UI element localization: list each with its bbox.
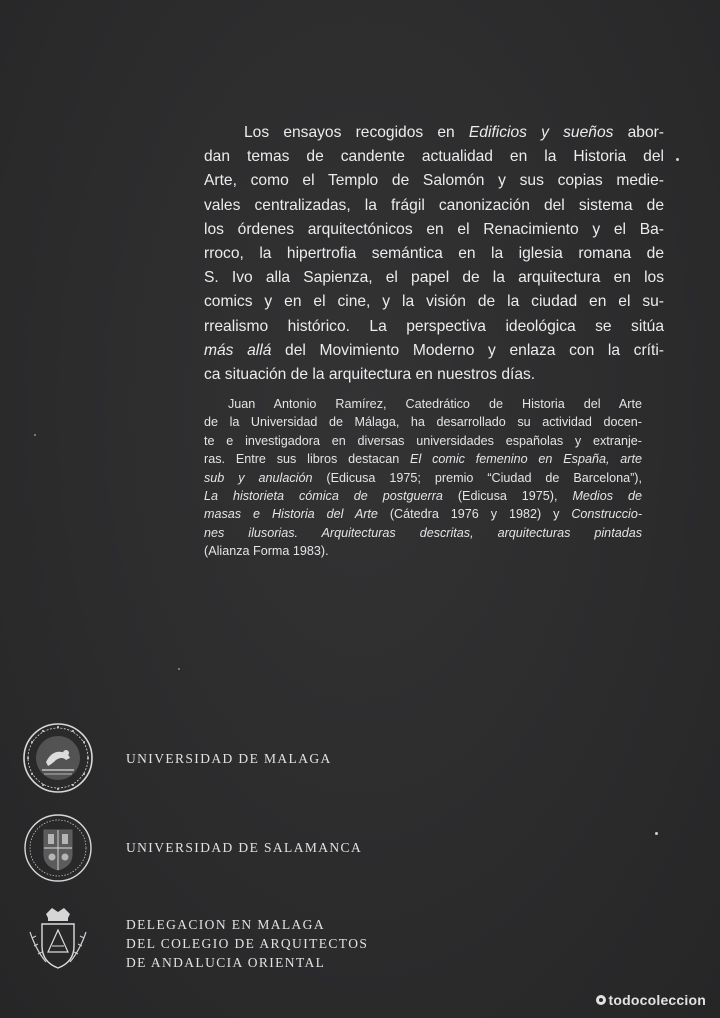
blurb-line	[204, 266, 664, 290]
institution-university-salamanca	[126, 838, 362, 857]
dust-speck	[34, 434, 36, 436]
bio-line	[204, 524, 642, 542]
author-bio	[204, 395, 642, 561]
institution-line: DE ANDALUCIA ORIENTAL	[126, 955, 326, 970]
watermark-text: todocoleccion	[608, 992, 706, 1008]
bio-line	[204, 450, 642, 468]
todocoleccion-logo-icon	[596, 995, 606, 1005]
italic-title: nes ilusorias. Arquitecturas descritas, arquitecturas pintadas	[204, 525, 642, 540]
institution-line: DELEGACION EN MALAGA	[126, 917, 325, 932]
blurb-line	[204, 194, 664, 218]
institution-line: DEL COLEGIO DE ARQUITECTOS	[126, 936, 369, 951]
text-run: rrealismo histórico. La perspectiva ideológica se sitúa	[204, 317, 664, 335]
institution-colegio-arquitectos	[126, 915, 368, 972]
italic-title: sub y anulación	[204, 470, 313, 485]
text-run: ras. Entre sus libros destacan	[204, 452, 411, 467]
blurb-line	[204, 218, 664, 242]
blurb-line	[204, 290, 664, 314]
text-run: Los ensayos recogidos en	[244, 124, 469, 141]
university-of-malaga-seal	[22, 722, 94, 794]
text-run: los órdenes arquitectónicos en el Renacimiento y el Ba-	[204, 220, 664, 238]
italic-title: Medios de	[572, 489, 642, 504]
text-run: comics y en el cine, y la visión de la ciudad en el su-	[204, 293, 664, 311]
italic-title: El comic femenino en España, arte	[410, 452, 642, 467]
institution-name: UNIVERSIDAD DE SALAMANCA	[126, 840, 363, 855]
text-run: S. Ivo alla Sapienza, el papel de la arquitectura en los	[204, 269, 664, 287]
blurb-line	[204, 339, 664, 363]
institution-name: UNIVERSIDAD DE MALAGA	[126, 751, 332, 766]
bio-line	[204, 395, 642, 413]
blurb-line	[204, 145, 664, 169]
text-run: ca situación de la arquitectura en nuestros días.	[204, 366, 536, 384]
book-blurb	[204, 121, 664, 387]
text-run: vales centralizadas, la frágil canonización del sistema de	[204, 196, 664, 214]
text-run: (Edicusa 1975; premio “Ciudad de Barcelona”),	[312, 470, 642, 485]
text-run: (Alianza Forma 1983).	[204, 544, 329, 559]
italic-title: Construccio-	[571, 507, 643, 522]
text-run: de la Universidad de Málaga, ha desarrollado su actividad docen-	[204, 415, 642, 430]
blurb-line	[204, 121, 664, 145]
blurb-line	[204, 169, 664, 193]
italic-title: Edificios y sueños	[468, 124, 614, 141]
text-run: (Cátedra 1976 y 1982) y	[377, 507, 572, 522]
text-run: (Edicusa 1975),	[442, 489, 573, 504]
blurb-line	[204, 363, 664, 387]
text-run: rroco, la hipertrofia semántica en la iglesia romana de	[204, 245, 664, 263]
text-run: del Movimiento Moderno y enlaza con la críti-	[271, 341, 664, 359]
bio-line	[204, 542, 642, 560]
dust-speck	[676, 158, 679, 161]
blurb-line	[204, 242, 664, 266]
bio-line	[204, 469, 642, 487]
colegio-arquitectos-crest	[22, 902, 94, 974]
bio-line	[204, 487, 642, 505]
italic-title: La historieta cómica de postguerra	[204, 489, 443, 504]
bio-line	[204, 432, 642, 450]
dust-speck	[178, 668, 180, 670]
italic-title: masas e Historia del Arte	[204, 507, 378, 522]
dust-speck	[655, 832, 658, 835]
bio-line	[204, 505, 642, 523]
blurb-line	[204, 315, 664, 339]
todocoleccion-watermark	[596, 992, 707, 1008]
text-run: dan temas de candente actualidad en la Historia del	[204, 148, 664, 166]
university-of-salamanca-seal	[22, 812, 94, 884]
italic-title: más allá	[204, 341, 272, 359]
text-run: te e investigadora en diversas universidades españolas y extranje-	[204, 433, 642, 448]
text-run: Arte, como el Templo de Salomón y sus copias medie-	[204, 172, 664, 190]
institution-university-malaga	[126, 749, 332, 768]
bio-line	[204, 413, 642, 431]
text-run: abor-	[613, 124, 665, 141]
text-run: Juan Antonio Ramírez, Catedrático de Historia del Arte	[228, 397, 642, 411]
